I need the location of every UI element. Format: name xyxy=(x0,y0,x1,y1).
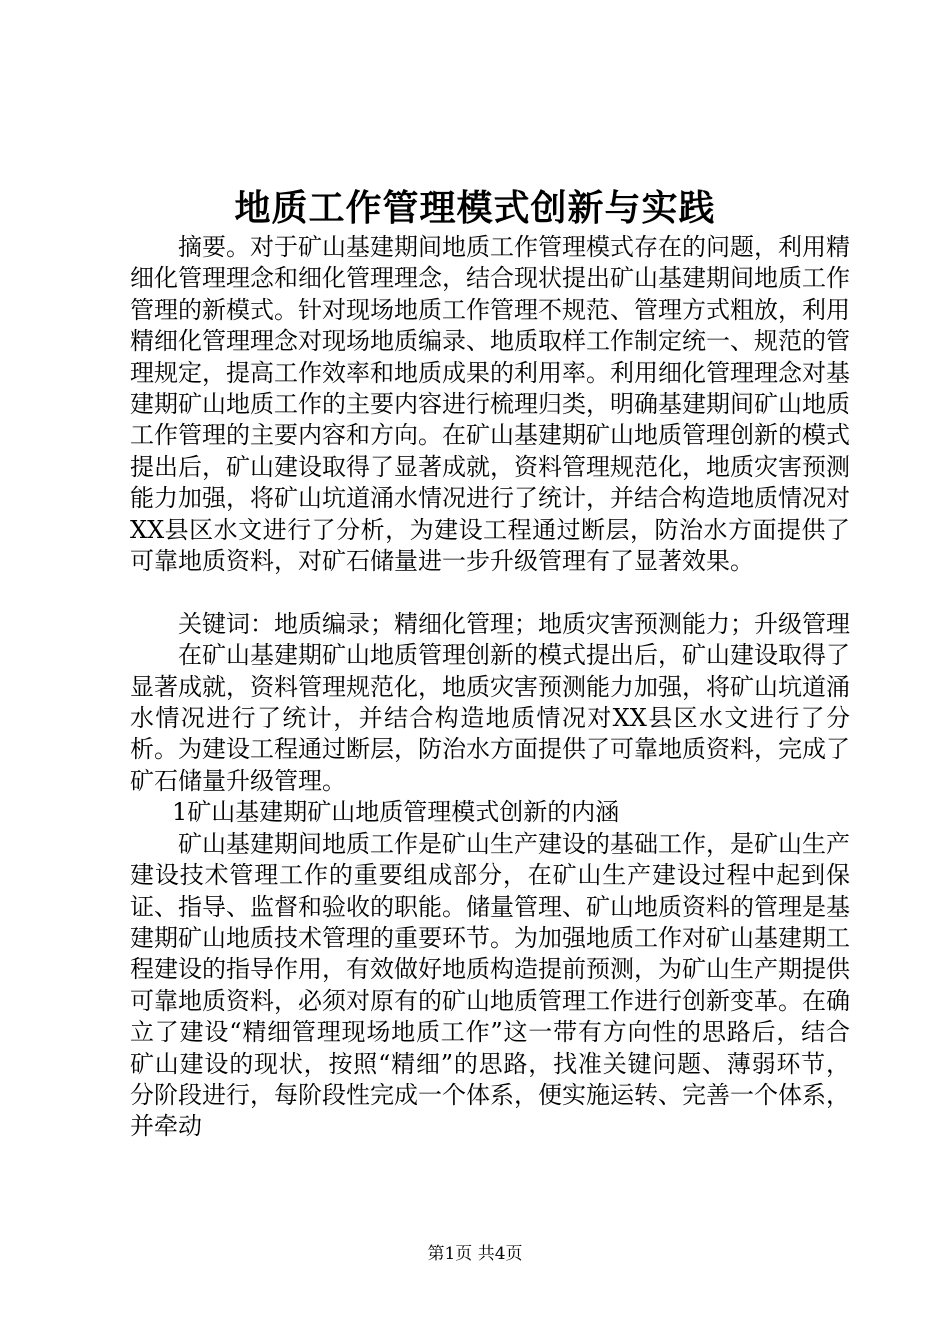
section-paragraph: 矿山基建期间地质工作是矿山生产建设的基础工作，是矿山生产建设技术管理工作的重要组成部分，在矿山生产建设过程中起到保证、指导、监督和验收的职能。储量管理、矿山地质资料的管理是基建期矿山地质技术管理的重要环节。为加强地质工作对矿山基建期工程建设的指导作用，有效做好地质构造提前预测，为矿山生产期提供可靠地质资料，必须对原有的矿山地质管理工作进行创新变革。在确立了建设“精细管理现场地质工作”这一带有方向性的思路后，结合矿山建设的现状，按照“精细”的思路，找准关键问题、薄弱环节，分阶段进行，每阶段性完成一个体系，便实施运转、完善一个体系，并牵动 xyxy=(130,829,850,1141)
section-heading: 1矿山基建期矿山地质管理模式创新的内涵 xyxy=(172,798,620,827)
intro-paragraph: 在矿山基建期矿山地质管理创新的模式提出后，矿山建设取得了显著成就，资料管理规范化，地质灾害预测能力加强，将矿山坑道涌水情况进行了统计，并结合构造地质情况对XX县区水文进行了分析。为建设工程通过断层，防治水方面提供了可靠地质资料，完成了矿石储量升级管理。 xyxy=(130,641,850,795)
document-body xyxy=(130,232,850,1143)
abstract-paragraph: 摘要。对于矿山基建期间地质工作管理模式存在的问题，利用精细化管理理念和细化管理理念，结合现状提出矿山基建期间地质工作管理的新模式。针对现场地质工作管理不规范、管理方式粗放，利用精细化管理理念对现场地质编录、地质取样工作制定统一、规范的管理规定，提高工作效率和地质成果的利用率。利用细化管理理念对基建期矿山地质工作的主要内容进行梳理归类，明确基建期间矿山地质工作管理的主要内容和方向。在矿山基建期矿山地质管理创新的模式提出后，矿山建设取得了显著成就，资料管理规范化，地质灾害预测能力加强，将矿山坑道涌水情况进行了统计，并结合构造地质情况对XX县区水文进行了分析，为建设工程通过断层，防治水方面提供了可靠地质资料，对矿石储量进一步升级管理有了显著效果。 xyxy=(130,233,850,576)
document-title: 地质工作管理模式创新与实践 xyxy=(234,187,716,229)
keywords-paragraph: 关键词：地质编录；精细化管理；地质灾害预测能力；升级管理 xyxy=(178,609,850,638)
page-footer: 第1页 共4页 xyxy=(427,1244,523,1264)
